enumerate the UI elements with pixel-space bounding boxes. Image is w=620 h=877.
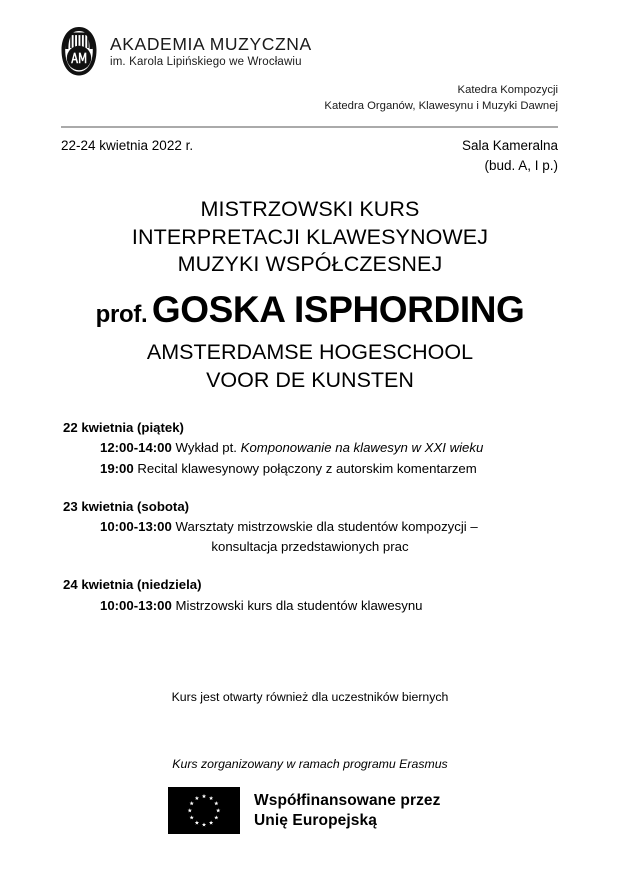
schedule-event	[63, 459, 563, 479]
event-desc: Mistrzowski kurs dla studentów klawesynu	[175, 597, 423, 613]
schedule-day-header: 24 kwietnia (niedziela)	[63, 577, 202, 593]
event-date: 22-24 kwietnia 2022 r.	[61, 138, 194, 153]
event-desc: Warsztaty mistrzowskie dla studentów kompozycji –	[175, 519, 478, 535]
event-desc-emphasis: Komponowanie na klawesyn w XXI wieku	[240, 440, 484, 456]
schedule-list	[63, 418, 563, 616]
academy-name: AKADEMIA MUZYCZNA	[110, 34, 312, 55]
header-divider	[61, 126, 558, 128]
lyre-logo-icon	[58, 25, 100, 77]
course-title-line-1: MISTRZOWSKI KURS	[200, 197, 420, 221]
presenter-school-line-1: AMSTERDAMSE HOGESCHOOL	[146, 340, 474, 365]
department-line-1: Katedra Kompozycji	[457, 84, 558, 96]
erasmus-note: Kurs zorganizowany w ramach programu Erasmus	[172, 757, 448, 771]
academy-logo-text	[110, 33, 312, 68]
event-time: 10:00-13:00	[100, 597, 172, 613]
event-time: 12:00-14:00	[100, 440, 172, 456]
schedule-day	[63, 575, 563, 616]
event-venue	[462, 136, 558, 177]
schedule-event	[63, 517, 563, 537]
department-line-2: Katedra Organów, Klawesynu i Muzyki Dawnej	[324, 100, 558, 113]
course-title-line-2: INTERPRETACJI KLAWESYNOWEJ	[131, 224, 489, 249]
presenter-school-line-2: VOOR DE KUNSTEN	[206, 367, 414, 392]
event-meta	[61, 136, 558, 177]
presenter-title: prof.	[95, 301, 148, 329]
eu-funding-line-1: Współfinansowane przez	[254, 791, 441, 809]
event-desc: Wykład pt.	[175, 440, 237, 456]
schedule-day-header: 22 kwietnia (piątek)	[63, 420, 184, 435]
venue-detail: (bud. A, I p.)	[484, 158, 558, 174]
presenter-name-line	[0, 289, 620, 331]
event-time: 10:00-13:00	[100, 519, 172, 535]
eu-funding-text	[254, 791, 441, 830]
department-block	[324, 82, 558, 115]
course-title-line-3: MUZYKI WSPÓŁCZESNEJ	[177, 252, 443, 277]
academy-subtitle: im. Karola Lipińskiego we Wrocławiu	[110, 55, 302, 68]
event-desc-continued: konsultacja przedstawionych prac	[211, 539, 409, 555]
schedule-event	[63, 596, 563, 616]
event-desc: Recital klawesynowy połączony z autorskim komentarzem	[137, 460, 477, 476]
open-participants-note: Kurs jest otwarty również dla uczestników biernych	[171, 690, 449, 704]
schedule-day	[63, 418, 563, 479]
eu-funding-block	[168, 787, 441, 834]
venue-name: Sala Kameralna	[461, 138, 558, 153]
schedule-day-header: 23 kwietnia (sobota)	[63, 498, 190, 514]
academy-logo	[58, 25, 312, 77]
event-time: 19:00	[100, 460, 134, 476]
schedule-event	[63, 438, 563, 458]
eu-flag-icon	[168, 787, 240, 834]
presenter-name: GOSKA ISPHORDING	[151, 289, 525, 331]
eu-funding-line-2: Unię Europejską	[254, 811, 377, 829]
schedule-day	[63, 497, 563, 558]
title-block	[0, 196, 620, 394]
